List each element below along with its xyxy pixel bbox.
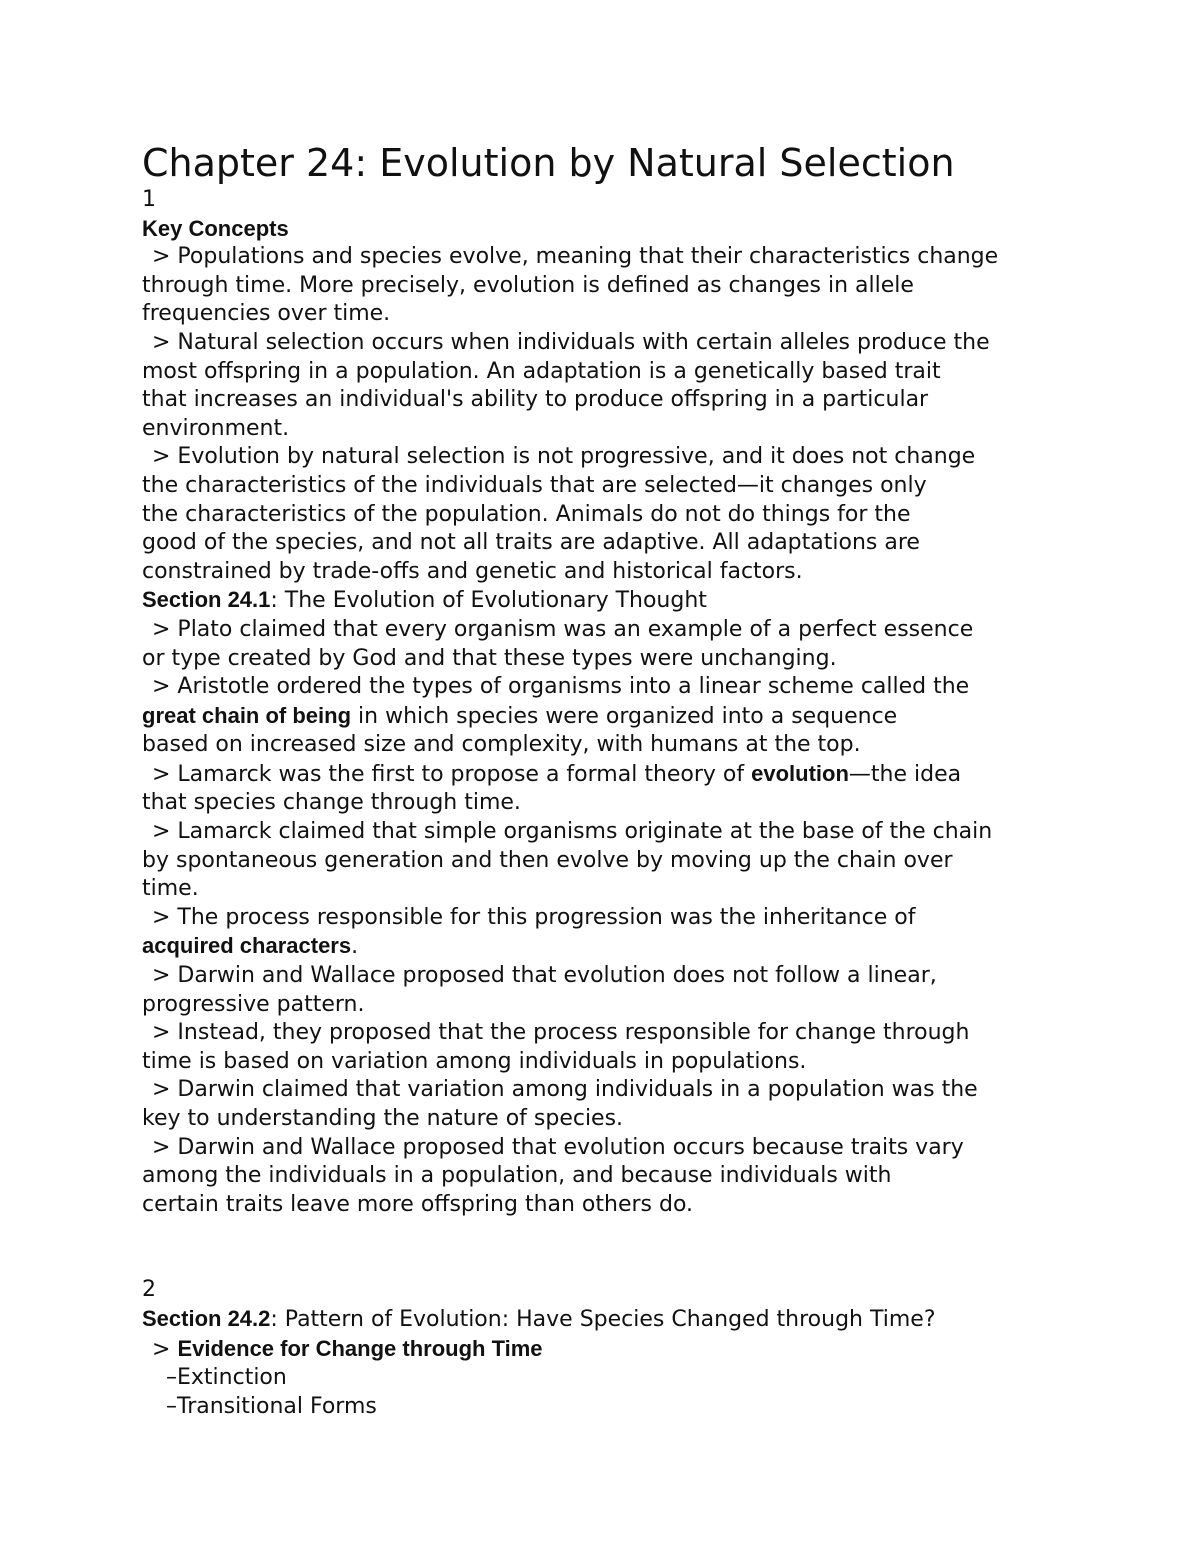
term-evolution: evolution	[751, 760, 849, 786]
bullet-darwin-4	[142, 1134, 1102, 1220]
text-line: most offspring in a population. An adaptation is a genetically based trait	[142, 358, 941, 384]
evidence-title: Evidence for Change through Time	[177, 1335, 543, 1361]
text-run: >	[152, 1336, 178, 1362]
text-line: > Lamarck claimed that simple organisms originate at the base of the chain	[152, 819, 993, 845]
text-line: progressive pattern.	[142, 991, 365, 1017]
text-run: > Lamarck was the first to propose a formal theory of	[152, 761, 752, 787]
text-line: or type created by God and that these types were unchanging.	[142, 645, 837, 671]
text-line: by spontaneous generation and then evolve by moving up the chain over	[142, 847, 953, 873]
text-line: among the individuals in a population, and because individuals with	[142, 1163, 892, 1189]
text-run: —the idea	[848, 761, 962, 787]
bullet-acquired-characters	[142, 904, 1102, 962]
text-line: > Darwin claimed that variation among individuals in a population was the	[152, 1077, 978, 1103]
text-line: key to understanding the nature of species.	[142, 1106, 624, 1131]
key-concept-1	[142, 243, 1102, 329]
term-acquired-characters: acquired characters	[142, 933, 352, 959]
section-title: : Pattern of Evolution: Have Species Changed through Time?	[270, 1306, 936, 1332]
text-run: .	[351, 934, 359, 960]
page-number: 2	[142, 1277, 156, 1303]
bullet-darwin-2	[142, 1019, 1102, 1076]
spacer	[142, 1219, 1102, 1276]
text-line: > Aristotle ordered the types of organisms into a linear scheme called the	[152, 674, 970, 700]
text-line: environment.	[142, 415, 290, 441]
section-label: Section 24.2	[142, 1305, 271, 1331]
text-line: that increases an individual's ability to produce offspring in a particular	[142, 387, 929, 413]
text-line: certain traits leave more offspring than others do.	[142, 1191, 694, 1217]
page-number: 1	[142, 187, 156, 212]
text-line: time.	[142, 876, 199, 902]
key-concept-2	[142, 329, 1102, 443]
text-line: > Evolution by natural selection is not progressive, and it does not change	[152, 444, 976, 470]
text-line: time is based on variation among individuals in populations.	[142, 1048, 807, 1074]
bullet-darwin-3	[142, 1076, 1102, 1133]
bullet-lamarck-evolution	[142, 760, 1102, 818]
list-item-transitional-forms: –Transitional Forms	[166, 1393, 377, 1419]
text-line: frequencies over time.	[142, 301, 391, 327]
text-line: > Plato claimed that every organism was an example of a perfect essence	[152, 616, 974, 642]
text-line	[142, 702, 1102, 732]
bullet-aristotle	[142, 673, 1102, 760]
evidence-heading	[142, 1335, 1102, 1365]
text-line	[142, 932, 1102, 962]
text-line: the characteristics of the individuals that are selected—it changes only	[142, 472, 927, 498]
text-line: that species change through time.	[142, 790, 521, 816]
section-title: : The Evolution of Evolutionary Thought	[270, 588, 707, 614]
text-line: > Populations and species evolve, meaning that their characteristics change	[152, 244, 999, 270]
text-line: > The process responsible for this progression was the inheritance of	[152, 904, 916, 930]
list-item-extinction: –Extinction	[166, 1365, 287, 1391]
text-line: > Darwin and Wallace proposed that evolution does not follow a linear,	[152, 963, 937, 989]
text-line	[142, 760, 1102, 790]
text-line: > Instead, they proposed that the process responsible for change through	[152, 1020, 970, 1046]
text-line: based on increased size and complexity, with humans at the top.	[142, 732, 861, 758]
text-line: > Darwin and Wallace proposed that evolution occurs because traits vary	[152, 1134, 964, 1160]
document-content	[142, 140, 1102, 1421]
bullet-plato	[142, 616, 1102, 673]
key-concept-3	[142, 443, 1102, 586]
text-run: in which species were organized into a sequence	[351, 703, 898, 729]
text-line: good of the species, and not all traits are adaptive. All adaptations are	[142, 530, 920, 556]
text-line: constrained by trade-offs and genetic and historical factors.	[142, 558, 803, 584]
bullet-lamarck-chain	[142, 818, 1102, 904]
term-great-chain-of-being: great chain of being	[142, 702, 352, 728]
bullet-darwin-1	[142, 962, 1102, 1019]
chapter-title: Chapter 24: Evolution by Natural Selection	[142, 141, 955, 185]
key-concepts-heading: Key Concepts	[142, 215, 289, 241]
section-24-1-heading	[142, 586, 1102, 616]
text-line: through time. More precisely, evolution is defined as changes in allele	[142, 272, 914, 298]
section-label: Section 24.1	[142, 587, 271, 613]
text-line: > Natural selection occurs when individuals with certain alleles produce the	[152, 329, 990, 355]
section-24-2-heading	[142, 1305, 1102, 1335]
text-line: the characteristics of the population. Animals do not do things for the	[142, 501, 911, 527]
